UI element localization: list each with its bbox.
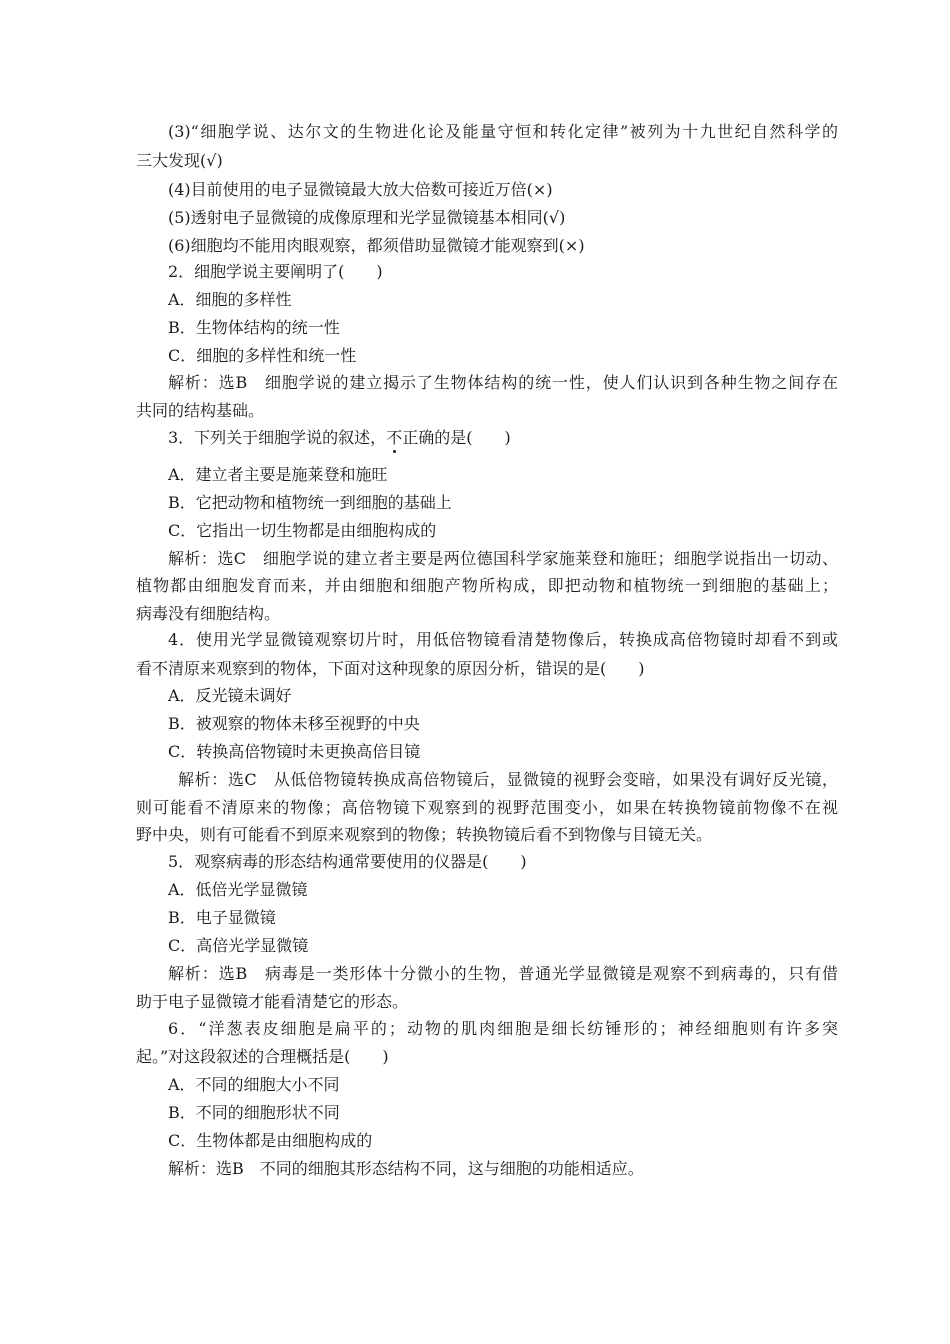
question-5-option-a: A．低倍光学显微镜 xyxy=(168,880,308,899)
judgment-6: (6)细胞均不能用肉眼观察，都须借助显微镜才能观察到(×) xyxy=(168,236,585,255)
question-3-analysis-line1: 解析：选C 细胞学说的建立者主要是两位德国科学家施莱登和施旺；细胞学说指出一切动、 xyxy=(168,549,838,568)
question-4-option-a: A．反光镜未调好 xyxy=(168,686,292,705)
question-3-analysis-line3: 病毒没有细胞结构。 xyxy=(136,604,281,623)
question-6-stem-line1: 6．“洋葱表皮细胞是扁平的；动物的肌肉细胞是细长纺锤形的；神经细胞则有许多突 xyxy=(168,1019,838,1038)
question-4-analysis-line1: 解析：选C 从低倍物镜转换成高倍物镜后，显微镜的视野会变暗，如果没有调好反光镜， xyxy=(178,770,838,789)
question-2-stem: 2．细胞学说主要阐明了( ) xyxy=(168,262,383,281)
judgment-4: (4)目前使用的电子显微镜最大放大倍数可接近万倍(×) xyxy=(168,180,553,199)
question-4-option-c: C．转换高倍物镜时未更换高倍目镜 xyxy=(168,742,421,761)
question-4-stem-line1: 4．使用光学显微镜观察切片时，用低倍物镜看清楚物像后，转换成高倍物镜时却看不到或 xyxy=(168,630,838,649)
question-3-analysis-line2: 植物都由细胞发育而来，并由细胞和细胞产物所构成，即把动物和植物统一到细胞的基础上； xyxy=(136,576,838,595)
question-5-analysis-line1: 解析：选B 病毒是一类形体十分微小的生物，普通光学显微镜是观察不到病毒的，只有借 xyxy=(168,964,838,983)
judgment-3-line2: 三大发现(√) xyxy=(136,151,223,170)
question-2-analysis-line2: 共同的结构基础。 xyxy=(136,401,265,420)
question-3-option-a: A．建立者主要是施莱登和施旺 xyxy=(168,465,388,484)
question-2-option-c: C．细胞的多样性和统一性 xyxy=(168,346,357,365)
question-4-analysis-line2: 则可能看不清原来的物像；高倍物镜下观察到的视野范围变小，如果在转换物镜前物像不在视 xyxy=(136,798,838,817)
question-5-option-b: B．电子显微镜 xyxy=(168,908,276,927)
question-6-option-c: C．生物体都是由细胞构成的 xyxy=(168,1131,373,1150)
question-5-analysis-line2: 助于电子显微镜才能看清楚它的形态。 xyxy=(136,992,409,1011)
question-4-stem-line2: 看不清原来观察到的物体，下面对这种现象的原因分析，错误的是( ) xyxy=(136,659,645,678)
question-3-option-c: C．它指出一切生物都是由细胞构成的 xyxy=(168,521,437,540)
judgment-3-line1: (3)“细胞学说、达尔文的生物进化论及能量守恒和转化定律”被列为十九世纪自然科学的 xyxy=(168,122,838,141)
question-5-option-c: C．高倍光学显微镜 xyxy=(168,936,309,955)
emphasis-not: 不 xyxy=(386,428,403,447)
question-6-stem-line2: 起。”对这段叙述的合理概括是( ) xyxy=(136,1047,389,1066)
question-4-analysis-line3: 野中央，则有可能看不到原来观察到的物像；转换物镜后看不到物像与目镜无关。 xyxy=(136,825,713,844)
judgment-5: (5)透射电子显微镜的成像原理和光学显微镜基本相同(√) xyxy=(168,208,566,227)
question-6-option-a: A．不同的细胞大小不同 xyxy=(168,1075,340,1094)
question-2-analysis-line1: 解析：选B 细胞学说的建立揭示了生物体结构的统一性，使人们认识到各种生物之间存在 xyxy=(168,373,838,392)
question-3-stem xyxy=(168,428,511,448)
question-3-stem-post: 正确的是( ) xyxy=(402,428,511,447)
question-4-option-b: B．被观察的物体未移至视野的中央 xyxy=(168,714,420,733)
question-2-option-b: B．生物体结构的统一性 xyxy=(168,318,340,337)
question-6-option-b: B．不同的细胞形状不同 xyxy=(168,1103,340,1122)
question-3-stem-pre: 3．下列关于细胞学说的叙述， xyxy=(168,428,387,447)
question-3-option-b: B．它把动物和植物统一到细胞的基础上 xyxy=(168,493,452,512)
question-5-stem: 5．观察病毒的形态结构通常要使用的仪器是( ) xyxy=(168,852,527,871)
question-2-option-a: A．细胞的多样性 xyxy=(168,290,292,309)
question-6-analysis: 解析：选B 不同的细胞其形态结构不同，这与细胞的功能相适应。 xyxy=(168,1159,644,1178)
